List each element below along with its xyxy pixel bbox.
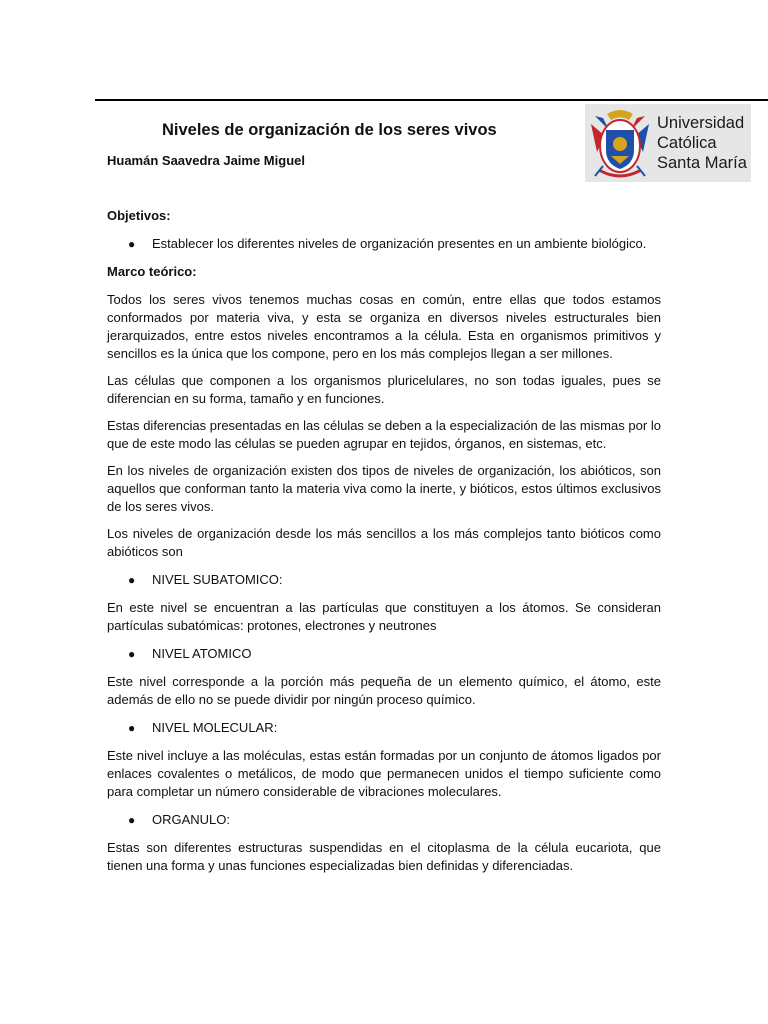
level-item bbox=[107, 571, 661, 589]
level-item bbox=[107, 645, 661, 663]
bullet-icon: ● bbox=[128, 647, 136, 661]
level-item bbox=[107, 719, 661, 737]
logo-line-2: Católica bbox=[657, 134, 717, 152]
level-name: NIVEL MOLECULAR: bbox=[152, 720, 278, 735]
theory-paragraph-3: Estas diferencias presentadas en las células se deben a la especialización de las mismas por lo que de este modo las células se pueden agrupar en tejidos, órganos, en sistemas, etc. bbox=[107, 418, 661, 451]
theory-heading: Marco teórico: bbox=[107, 264, 197, 279]
bullet-icon: ● bbox=[128, 813, 136, 827]
level-item bbox=[107, 811, 661, 829]
document-body bbox=[107, 207, 661, 875]
level-name: NIVEL SUBATOMICO: bbox=[152, 572, 283, 587]
level-name: NIVEL ATOMICO bbox=[152, 646, 252, 661]
university-crest-icon bbox=[589, 106, 651, 180]
level-description: En este nivel se encuentran a las partículas que constituyen a los átomos. Se consideran partículas subatómicas: protones, electrones y neutrones bbox=[107, 600, 661, 633]
objectives-heading: Objetivos: bbox=[107, 208, 171, 223]
logo-line-1: Universidad bbox=[657, 114, 745, 132]
theory-paragraph-2: Las células que componen a los organismos pluricelulares, no son todas iguales, pues se diferencian en su forma, tamaño y en funciones. bbox=[107, 373, 661, 406]
university-logo bbox=[585, 104, 751, 182]
theory-paragraph-5: Los niveles de organización desde los más sencillos a los más complejos tanto bióticos como abióticos son bbox=[107, 526, 661, 559]
bullet-icon: ● bbox=[128, 721, 136, 735]
level-description: Este nivel corresponde a la porción más pequeña de un elemento químico, el átomo, este además de ello no se puede dividir por ningún proceso químico. bbox=[107, 674, 661, 707]
logo-line-3: Santa María bbox=[657, 154, 747, 172]
logo-wordmark bbox=[657, 113, 747, 173]
header-rule bbox=[95, 99, 768, 101]
bullet-icon: ● bbox=[128, 237, 136, 251]
theory-paragraph-1: Todos los seres vivos tenemos muchas cosas en común, entre ellas que todos estamos conformados por materia viva, y esta se organiza en diversos niveles estructurales bien jerarquizados, entre estos niveles encontramos a la célula. Esta en organismos primitivos y sencillos es la única que los compone, pero en los más complejos llegan a ser millones. bbox=[107, 292, 661, 361]
level-description: Este nivel incluye a las moléculas, estas están formadas por un conjunto de átomos ligados por enlaces covalentes o metálicos, de modo que permanecen unidos el tiempo suficiente como para completar un número considerable de vibraciones moleculares. bbox=[107, 748, 661, 799]
level-name: ORGANULO: bbox=[152, 812, 231, 827]
theory-paragraph-4: En los niveles de organización existen dos tipos de niveles de organización, los abióticos, son aquellos que conforman tanto la materia viva como la inerte, y bióticos, estos últimos exclusivos de los seres vivos. bbox=[107, 463, 661, 514]
objective-text: Establecer los diferentes niveles de organización presentes en un ambiente biológico. bbox=[152, 236, 647, 251]
bullet-icon: ● bbox=[128, 573, 136, 587]
objective-item bbox=[107, 235, 661, 253]
document-title: Niveles de organización de los seres vivos bbox=[162, 121, 497, 139]
level-description: Estas son diferentes estructuras suspendidas en el citoplasma de la célula eucariota, que tienen una forma y unas funciones especializadas bien definidas y diferenciadas. bbox=[107, 840, 661, 873]
author-name: Huamán Saavedra Jaime Miguel bbox=[107, 153, 305, 168]
